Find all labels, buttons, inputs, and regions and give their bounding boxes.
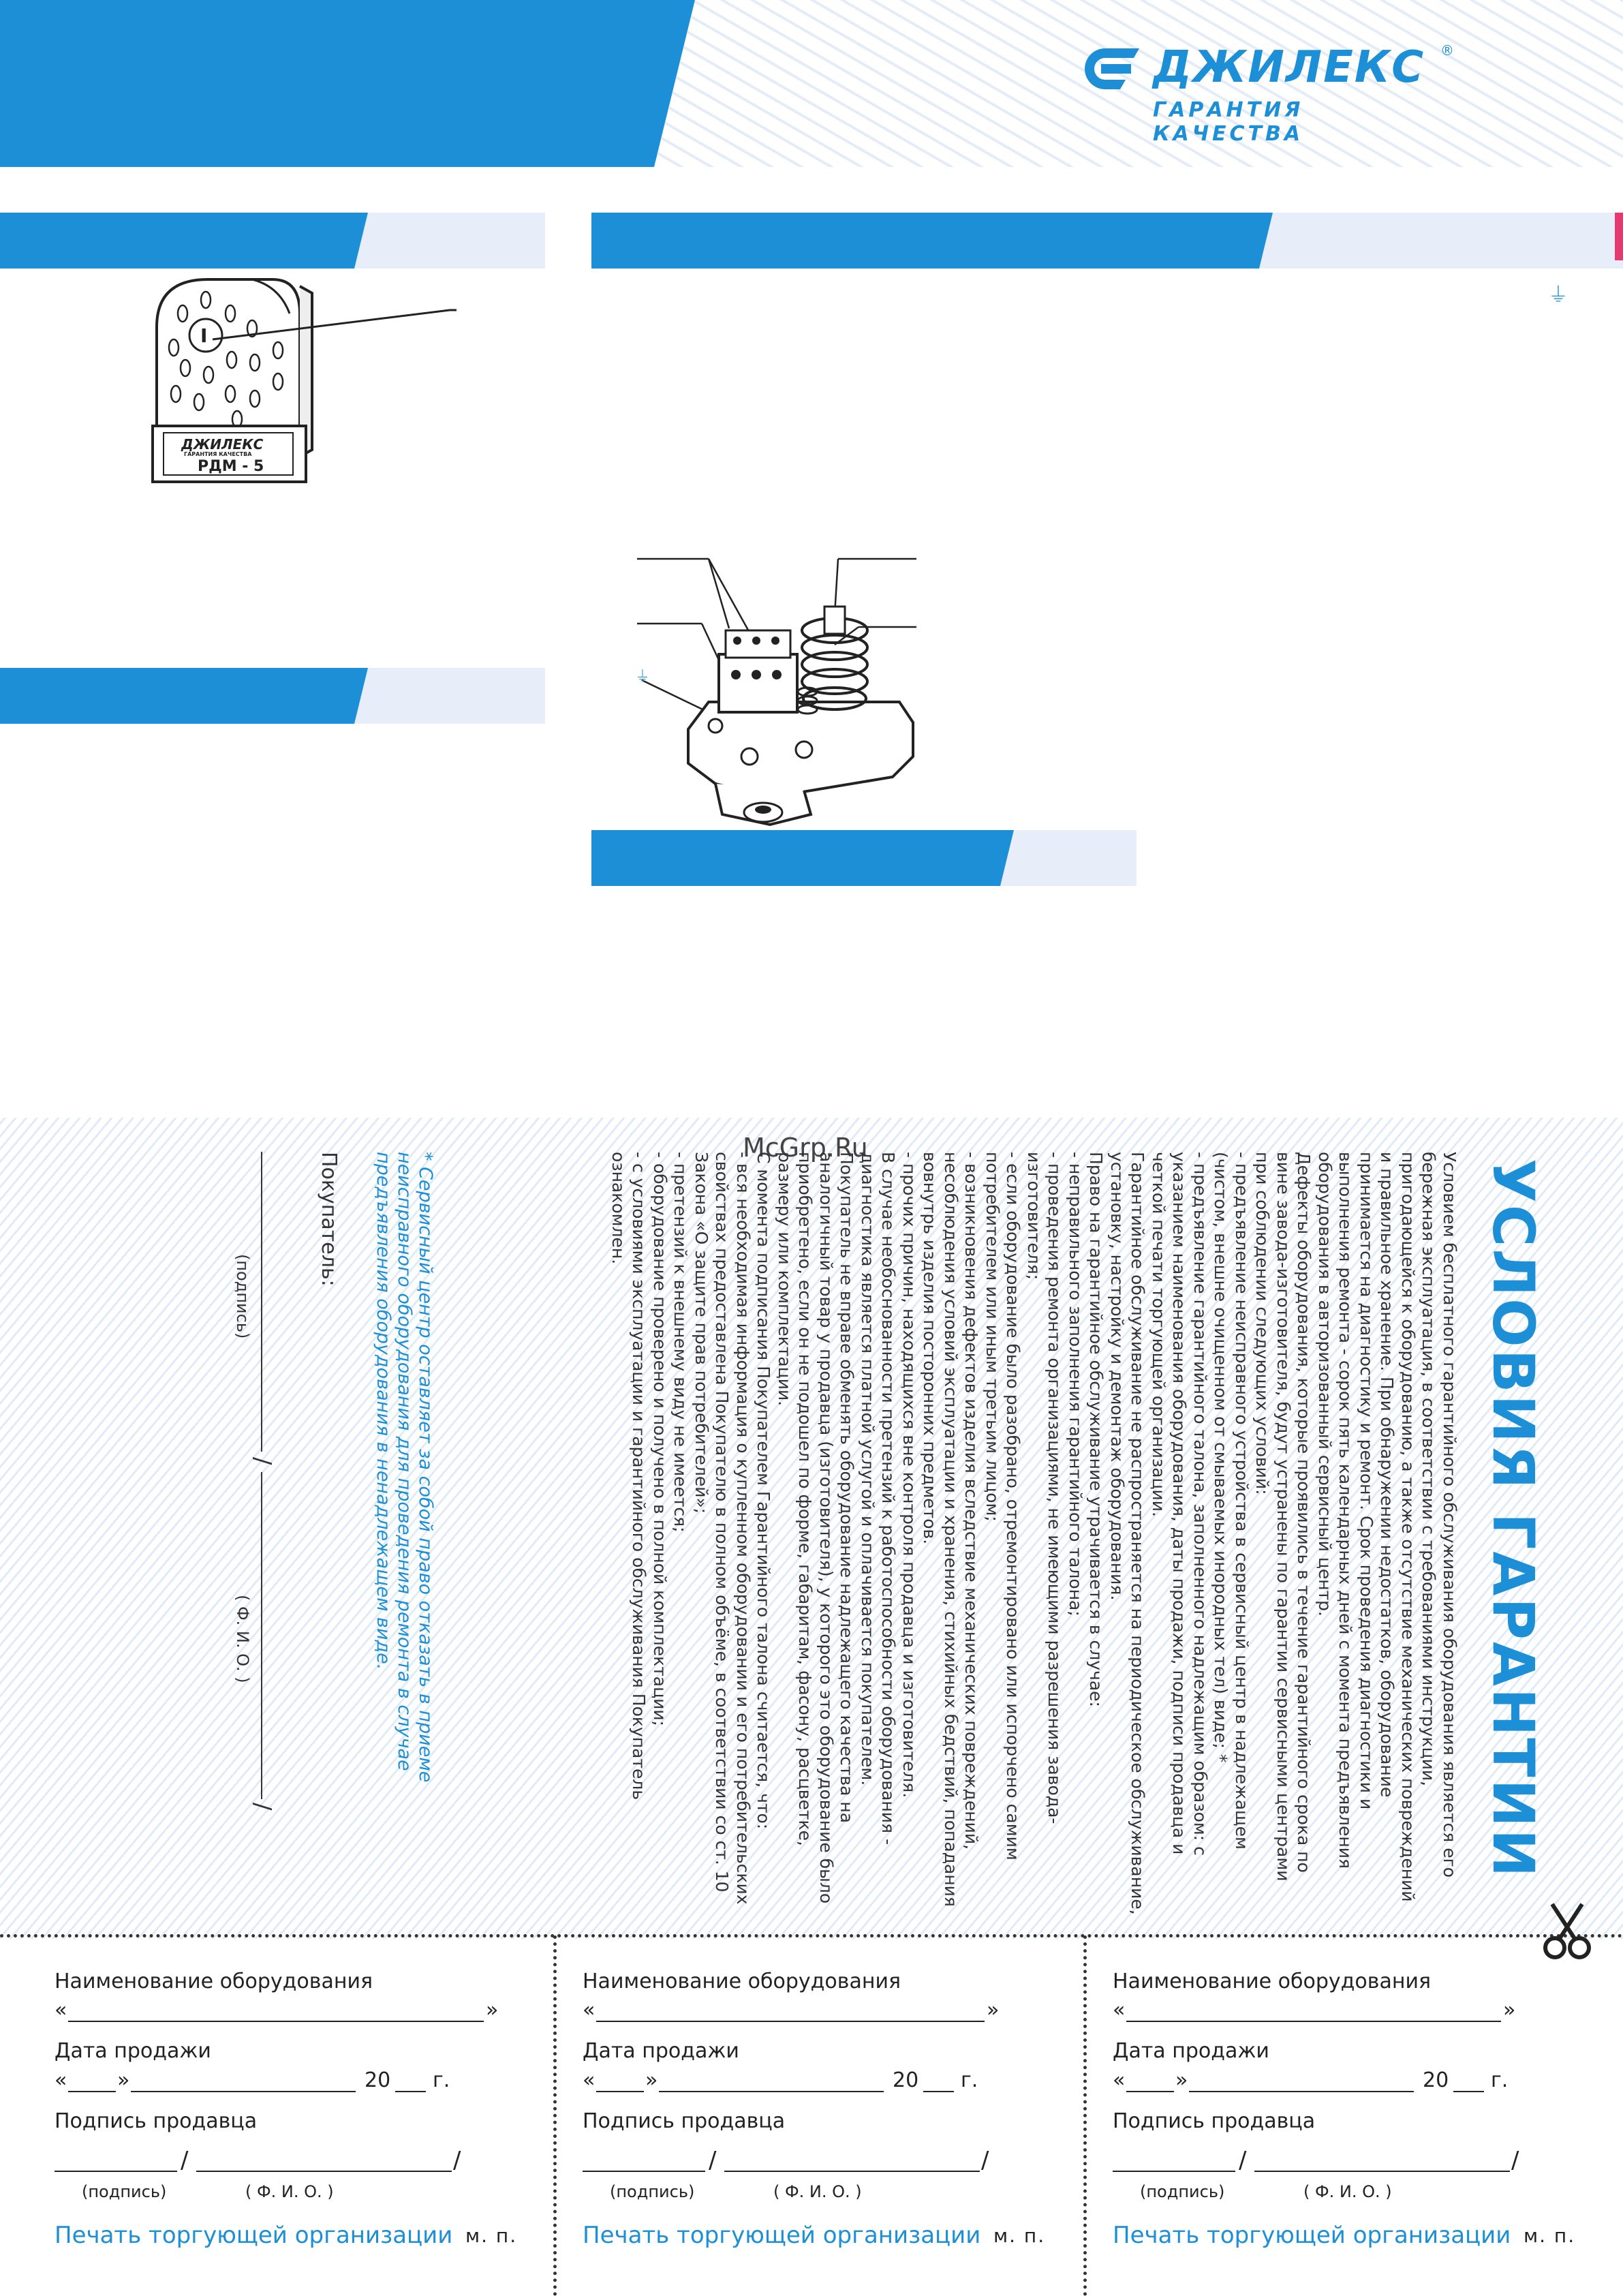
coupon-day-field[interactable] — [68, 2091, 116, 2092]
coupon-year-field[interactable] — [1453, 2091, 1484, 2092]
coupon-sign-hint: (подпись) — [1140, 2182, 1225, 2201]
warranty-footnote: * Сервисный центр оставляет за собой право отказать в приеме неисправного оборудования для проведения ремонта в случае предъявления оборудования в ненадлежащем виде. — [373, 1152, 436, 1783]
coupon-date-label: Дата продажи — [583, 2039, 739, 2063]
coupon-date-label: Дата продажи — [55, 2039, 211, 2063]
coupon-equipment-open-quote: « — [1113, 1998, 1126, 2022]
svg-text:⏚: ⏚ — [635, 669, 651, 686]
coupon-year-field[interactable] — [923, 2091, 954, 2092]
coupon-equipment-label: Наименование оборудования — [583, 1970, 901, 1993]
coupon-date-open-quote: « — [1113, 2068, 1126, 2092]
warranty-body: Условием бесплатного гарантийного обслуживания оборудования является его бережная эксплуатация, в соответствии с требованиями инструкции, пригодающейся к оборудованию, а также отсутствие механических повреждений и правильное хранение. При обнаружении недостатков, оборудование принимается на диагностику и ремонт. Срок проведения диагностики и выполнения ремонта - сорок пять календарных дней с момента предъявления оборудования в авторизованный сервисный центр. Дефекты оборудования, которые проявились в течение гарантийного срока по вине завода-изготовителя, будут устранены по гарантии сервисными центрами при соблюдении следующих условий: - предъявление неисправного устройства в сервисный центр в надлежащем (чистом, внешне очищенном от смываемых инородных тел) виде; * - предъявление гарантийного талона, заполненного надлежащим образом: с указанием наименования оборудования, даты продажи, подписи продавца и четкой печати торгующей организации. Гарантийное обслуживание не распространяется на периодическое обслуживание, установку, настройку и демонтаж оборудования. Право на гарантийное обслуживание утрачивается в случае: - неправильного заполнения гарантийного талона; - проведения ремонта организациями, не имеющими разрешения завода-изготовителя; - если оборудование было разобрано, отремонтировано или испорчено самим потребителем или иным третьим лицом; - возникновения дефектов изделия вследствие механических повреждений, несоблюдения условий эксплуатации и хранения, стихийных бедствий, попадания вовнутрь изделия посторонних предметов. - прочих причин, находящихся вне контроля продавца и изготовителя. В случае необоснованности претензий к работоспособности оборудования - диагностика является платной услугой и оплачивается покупателем. Покупатель не вправе обменять оборудование надлежащего качества на аналогичный товар у продавца (изготовителя), у которого это оборудование было приобретено, если он не подошел по форме, габаритам, фасону, расцветке, размеру или комплектации. С момента подписания Покупателем Гарантийного талона считается, что: - вся необходимая информация о купленном оборудовании и его потребительских свойствах предоставлена Покупателю в полном объёме, в соответствии со ст. 10 Закона «О защите прав потребителей»; - претензий к внешнему виду не имеется; - оборудование проверено и получено в полной комплектации; - с условиями эксплуатации и гарантийного обслуживания Покупатель ознакомлен. — [608, 1152, 1459, 1915]
coupon-year-suffix: г. — [433, 2068, 450, 2092]
coupon-date-open-quote: « — [583, 2068, 596, 2092]
section-banner-right-middle — [591, 830, 1137, 886]
coupon-year-prefix: 20 — [893, 2068, 919, 2092]
coupon-seller-slash-2: / — [1511, 2147, 1519, 2174]
coupon-equipment-open-quote: « — [583, 1998, 596, 2022]
coupon-equipment-label: Наименование оборудования — [1113, 1970, 1431, 1993]
section-banner-right-top — [591, 213, 1623, 269]
device-label-tagline: ГАРАНТИЯ КАЧЕСТВА — [184, 451, 252, 457]
svg-text:I: I — [200, 324, 208, 347]
coupon-year-suffix: г. — [1491, 2068, 1509, 2092]
coupon-year-field[interactable] — [395, 2091, 426, 2092]
logo-emblem-icon — [1078, 45, 1146, 93]
cut-line-horizontal — [0, 1934, 1623, 1938]
coupon-equipment-field[interactable] — [68, 2021, 484, 2022]
coupon-month-field[interactable] — [1189, 2091, 1414, 2092]
coupon-seller-label: Подпись продавца — [583, 2109, 786, 2133]
coupon-seller-slash-1: / — [181, 2147, 189, 2174]
coupon-seller-sign-field[interactable] — [1113, 2171, 1235, 2172]
buyer-sign-hint: (подпись) — [233, 1254, 252, 1339]
coupon-seller-sign-field[interactable] — [583, 2171, 705, 2172]
coupon-day-field[interactable] — [1126, 2091, 1174, 2092]
buyer-sign-line — [261, 1152, 262, 1452]
buyer-name-hint: ( Ф. И. О. ) — [233, 1595, 252, 1683]
warranty-title: УСЛОВИЯ ГАРАНТИИ — [1480, 1159, 1547, 1880]
cut-line-vertical-1 — [553, 1935, 557, 2296]
warranty-coupon-1 — [55, 1942, 545, 2296]
coupon-sign-hint: (подпись) — [610, 2182, 695, 2201]
pressure-switch-mechanism-icon — [634, 545, 988, 831]
coupon-equipment-close-quote: » — [987, 1998, 1000, 2022]
coupon-date-close-quote: » — [645, 2068, 658, 2092]
cut-line-vertical-2 — [1083, 1935, 1087, 2296]
buyer-name-slash: / — [249, 1803, 276, 1811]
coupon-sign-hint: (подпись) — [82, 2182, 167, 2201]
buyer-name-line — [261, 1472, 262, 1799]
coupon-name-hint: ( Ф. И. О. ) — [1303, 2182, 1392, 2201]
coupon-equipment-open-quote: « — [55, 1998, 67, 2022]
coupon-stamp-place: м. п. — [465, 2224, 518, 2247]
device-cover-illustration — [143, 273, 457, 491]
section-banner-left-top — [0, 213, 545, 269]
coupon-equipment-close-quote: » — [486, 1998, 499, 2022]
coupon-seller-sign-field[interactable] — [55, 2171, 177, 2172]
coupon-seller-label: Подпись продавца — [1113, 2109, 1316, 2133]
warranty-coupon-3 — [1113, 1942, 1603, 2296]
coupon-month-field[interactable] — [131, 2091, 356, 2092]
coupon-year-prefix: 20 — [365, 2068, 391, 2092]
coupon-seller-slash-1: / — [709, 2147, 717, 2174]
coupon-equipment-label: Наименование оборудования — [55, 1970, 373, 1993]
logo-registered-mark: ® — [1440, 42, 1454, 59]
ground-icon: ⏚ — [1548, 284, 1568, 307]
coupon-stamp-label: Печать торгующей организации — [55, 2222, 453, 2249]
coupon-seller-name-field[interactable] — [1254, 2171, 1510, 2172]
coupon-date-label: Дата продажи — [1113, 2039, 1269, 2063]
coupon-equipment-close-quote: » — [1503, 1998, 1516, 2022]
coupon-date-close-quote: » — [1175, 2068, 1188, 2092]
coupon-seller-slash-1: / — [1239, 2147, 1247, 2174]
coupon-seller-name-field[interactable] — [724, 2171, 980, 2172]
coupon-equipment-field[interactable] — [1126, 2021, 1501, 2022]
logo-wordmark: ДЖИЛЕКС — [1153, 42, 1425, 93]
logo-tagline: ГАРАНТИЯ КАЧЕСТВА — [1153, 98, 1304, 146]
watermark: McGrp.Ru — [743, 1133, 868, 1163]
coupon-name-hint: ( Ф. И. О. ) — [773, 2182, 862, 2201]
buyer-label: Покупатель: — [317, 1152, 341, 1287]
coupon-equipment-field[interactable] — [596, 2021, 985, 2022]
coupon-stamp-place: м. п. — [993, 2224, 1046, 2247]
buyer-signature-block — [204, 1152, 341, 1915]
brand-logo — [1078, 42, 1459, 146]
coupon-name-hint: ( Ф. И. О. ) — [245, 2182, 334, 2201]
buyer-sign-slash: / — [249, 1457, 276, 1465]
edge-mark-right — [1615, 213, 1623, 260]
device-label-brand: ДЖИЛЕКС — [181, 436, 264, 453]
coupon-year-prefix: 20 — [1423, 2068, 1449, 2092]
coupon-date-close-quote: » — [117, 2068, 130, 2092]
coupon-stamp-place: м. п. — [1524, 2224, 1576, 2247]
coupon-seller-slash-2: / — [981, 2147, 989, 2174]
coupon-seller-name-field[interactable] — [196, 2171, 452, 2172]
coupon-year-suffix: г. — [961, 2068, 978, 2092]
warranty-coupon-2 — [583, 1942, 1073, 2296]
coupon-stamp-label: Печать торгующей организации — [583, 2222, 981, 2249]
device-label-model: РДМ - 5 — [198, 458, 264, 475]
warranty-conditions-panel — [184, 1131, 1547, 1915]
pressure-switch-cover-icon — [143, 273, 457, 491]
mechanism-illustration — [634, 545, 988, 831]
coupon-month-field[interactable] — [659, 2091, 884, 2092]
coupon-day-field[interactable] — [596, 2091, 644, 2092]
coupon-date-open-quote: « — [55, 2068, 67, 2092]
coupon-seller-slash-2: / — [453, 2147, 461, 2174]
section-banner-left-middle — [0, 668, 545, 724]
coupon-seller-label: Подпись продавца — [55, 2109, 258, 2133]
coupon-stamp-label: Печать торгующей организации — [1113, 2222, 1511, 2249]
